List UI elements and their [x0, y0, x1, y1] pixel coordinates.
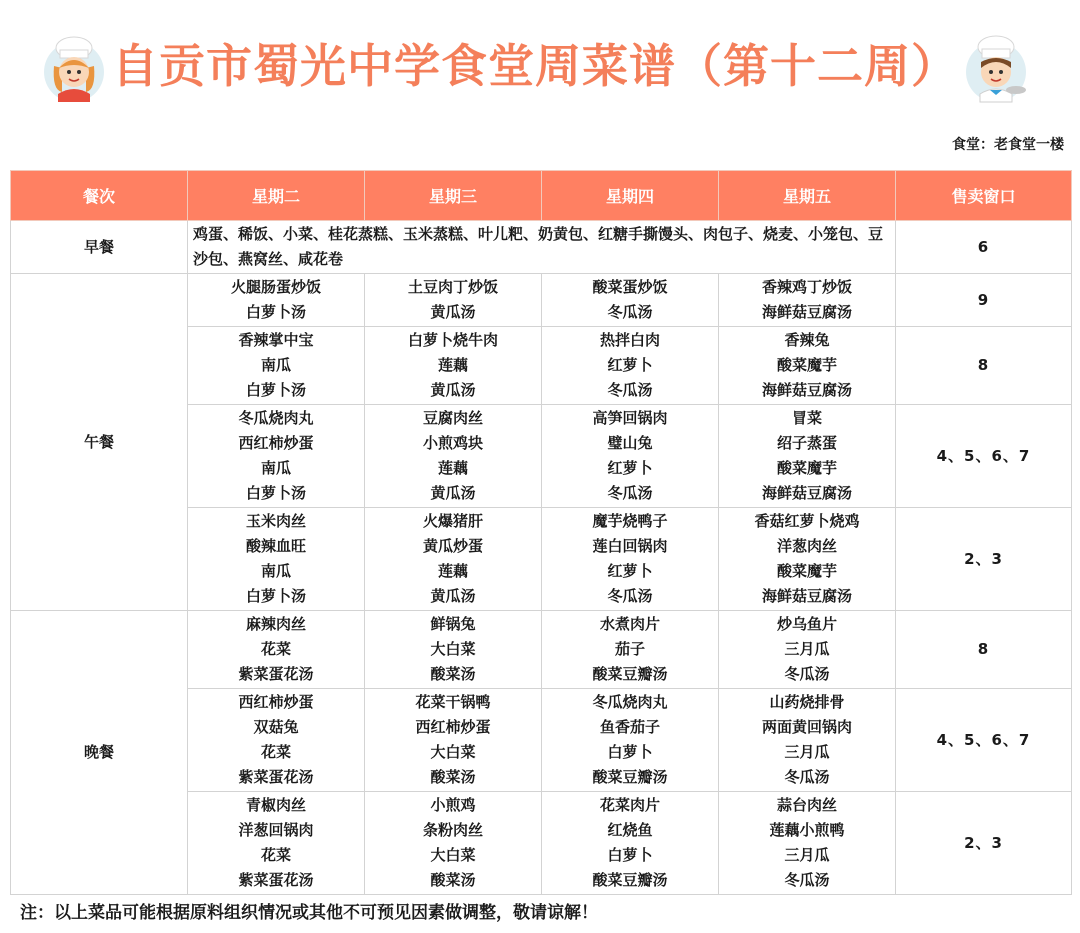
dish-item: 魔芋烧鸭子 — [592, 512, 668, 530]
dish-item: 紫菜蛋花汤 — [238, 871, 314, 889]
dish-item: 冬瓜汤 — [607, 381, 653, 399]
window-cell: 8 — [896, 611, 1072, 689]
dish-item: 黄瓜汤 — [430, 303, 476, 321]
breakfast-menu: 鸡蛋、稀饭、小菜、桂花蒸糕、玉米蒸糕、叶儿粑、奶黄包、红糖手撕馒头、肉包子、烧麦、小笼包、豆沙包、燕窝丝、咸花卷 — [188, 221, 896, 274]
dish-item: 两面黄回锅肉 — [761, 718, 852, 736]
header-window: 售卖窗口 — [896, 171, 1072, 221]
dish-item: 西红柿炒蛋 — [238, 693, 314, 711]
dish-item: 海鲜菇豆腐汤 — [761, 303, 852, 321]
dish-item: 莲藕 — [437, 459, 468, 477]
dish-item: 白萝卜汤 — [245, 381, 306, 399]
table-header-row — [11, 171, 1072, 221]
dish-item: 花菜 — [260, 640, 291, 658]
dish-item: 大白菜 — [430, 846, 476, 864]
dish-item: 香菇红萝卜烧鸡 — [754, 512, 860, 530]
dish-item: 洋葱回锅肉 — [238, 821, 314, 839]
dish-cell — [188, 792, 365, 895]
dish-cell — [365, 689, 542, 792]
dish-item: 热拌白肉 — [599, 331, 660, 349]
page-header — [0, 18, 1080, 118]
dish-cell — [365, 405, 542, 508]
dish-item: 大白菜 — [430, 640, 476, 658]
dish-item: 黄瓜汤 — [430, 381, 476, 399]
canteen-label: 食堂：老食堂一楼 — [952, 137, 1064, 153]
weekly-menu-table — [10, 170, 1072, 895]
header-thursday: 星期四 — [542, 171, 719, 221]
dish-item: 鲜锅兔 — [430, 615, 476, 633]
dish-item: 红萝卜 — [607, 562, 653, 580]
dish-cell — [365, 611, 542, 689]
dish-item: 炒乌鱼片 — [776, 615, 837, 633]
window-cell: 2、3 — [896, 792, 1072, 895]
dish-cell — [719, 274, 896, 327]
dish-item: 冬瓜汤 — [784, 871, 830, 889]
chef-boy-icon — [960, 32, 1032, 104]
dish-item: 西红柿炒蛋 — [238, 434, 314, 452]
dish-item: 酸辣血旺 — [245, 537, 306, 555]
dish-item: 红萝卜 — [607, 356, 653, 374]
dish-item: 南瓜 — [260, 459, 291, 477]
dish-cell — [719, 689, 896, 792]
window-cell: 4、5、6、7 — [896, 405, 1072, 508]
chef-girl-icon — [38, 32, 110, 104]
meal-label-breakfast: 早餐 — [11, 221, 188, 274]
dish-item: 三月瓜 — [784, 743, 830, 761]
dish-item: 冬瓜汤 — [607, 587, 653, 605]
meal-label-dinner: 晚餐 — [11, 611, 188, 895]
dish-cell — [719, 405, 896, 508]
dish-item: 条粉肉丝 — [422, 821, 483, 839]
dish-cell — [188, 611, 365, 689]
header-wednesday: 星期三 — [365, 171, 542, 221]
dish-item: 白萝卜汤 — [245, 587, 306, 605]
dish-item: 双菇兔 — [253, 718, 299, 736]
dish-item: 南瓜 — [260, 562, 291, 580]
dish-cell — [719, 508, 896, 611]
dish-item: 红萝卜 — [607, 459, 653, 477]
dish-item: 青椒肉丝 — [245, 796, 306, 814]
window-cell: 4、5、6、7 — [896, 689, 1072, 792]
dish-item: 绍子蒸蛋 — [776, 434, 837, 452]
dish-cell — [542, 611, 719, 689]
dish-item: 洋葱肉丝 — [776, 537, 837, 555]
dish-item: 酸菜汤 — [430, 768, 476, 786]
table-row — [11, 274, 1072, 327]
dish-cell — [719, 327, 896, 405]
dish-item: 花菜干锅鸭 — [415, 693, 491, 711]
dish-item: 酸菜汤 — [430, 871, 476, 889]
window-cell: 6 — [896, 221, 1072, 274]
dish-cell — [188, 274, 365, 327]
dish-item: 酸菜豆瓣汤 — [592, 871, 668, 889]
dish-item: 鱼香茄子 — [599, 718, 660, 736]
dish-item: 海鲜菇豆腐汤 — [761, 381, 852, 399]
table-row — [11, 611, 1072, 689]
dish-item: 土豆肉丁炒饭 — [407, 278, 498, 296]
window-cell: 9 — [896, 274, 1072, 327]
dish-item: 酸菜魔芋 — [776, 356, 837, 374]
dish-item: 三月瓜 — [784, 640, 830, 658]
dish-item: 三月瓜 — [784, 846, 830, 864]
window-cell: 2、3 — [896, 508, 1072, 611]
dish-item: 海鲜菇豆腐汤 — [761, 484, 852, 502]
dish-cell — [542, 327, 719, 405]
dish-item: 白萝卜 — [607, 743, 653, 761]
dish-item: 璧山兔 — [607, 434, 653, 452]
dish-item: 冬瓜汤 — [784, 665, 830, 683]
dish-item: 玉米肉丝 — [245, 512, 306, 530]
dish-item: 白萝卜烧牛肉 — [407, 331, 498, 349]
dish-item: 酸菜豆瓣汤 — [592, 768, 668, 786]
dish-item: 紫菜蛋花汤 — [238, 768, 314, 786]
page-title: 自贡市蜀光中学食堂周菜谱（第十二周） — [112, 39, 958, 93]
dish-cell — [542, 792, 719, 895]
dish-item: 红烧鱼 — [607, 821, 653, 839]
dish-item: 酸菜汤 — [430, 665, 476, 683]
header-tuesday: 星期二 — [188, 171, 365, 221]
footer-note: 注：以上菜品可能根据原料组织情况或其他不可预见因素做调整，敬请谅解！ — [20, 903, 598, 923]
meal-label-lunch: 午餐 — [11, 274, 188, 611]
dish-item: 紫菜蛋花汤 — [238, 665, 314, 683]
dish-item: 南瓜 — [260, 356, 291, 374]
dish-item: 酸菜魔芋 — [776, 562, 837, 580]
dish-item: 冬瓜汤 — [607, 484, 653, 502]
dish-item: 蒜台肉丝 — [776, 796, 837, 814]
dish-item: 白萝卜 — [607, 846, 653, 864]
header-meal: 餐次 — [11, 171, 188, 221]
window-cell: 8 — [896, 327, 1072, 405]
dish-cell — [542, 689, 719, 792]
dish-item: 西红柿炒蛋 — [415, 718, 491, 736]
dish-cell — [542, 405, 719, 508]
dish-item: 黄瓜汤 — [430, 587, 476, 605]
dish-item: 冒菜 — [791, 409, 822, 427]
dish-item: 高笋回锅肉 — [592, 409, 668, 427]
dish-cell — [188, 689, 365, 792]
dish-item: 莲藕 — [437, 562, 468, 580]
dish-item: 麻辣肉丝 — [245, 615, 306, 633]
dish-item: 莲藕 — [437, 356, 468, 374]
dish-cell — [719, 611, 896, 689]
dish-cell — [719, 792, 896, 895]
dish-item: 海鲜菇豆腐汤 — [761, 587, 852, 605]
dish-cell — [188, 327, 365, 405]
dish-item: 小煎鸡 — [430, 796, 476, 814]
dish-item: 花菜 — [260, 743, 291, 761]
dish-item: 莲白回锅肉 — [592, 537, 668, 555]
dish-item: 冬瓜烧肉丸 — [592, 693, 668, 711]
dish-item: 黄瓜炒蛋 — [422, 537, 483, 555]
dish-item: 香辣鸡丁炒饭 — [761, 278, 852, 296]
header-friday: 星期五 — [719, 171, 896, 221]
dish-item: 白萝卜汤 — [245, 303, 306, 321]
dish-item: 酸菜魔芋 — [776, 459, 837, 477]
dish-item: 酸菜豆瓣汤 — [592, 665, 668, 683]
breakfast-row — [11, 221, 1072, 274]
dish-cell — [542, 508, 719, 611]
dish-item: 火腿肠蛋炒饭 — [230, 278, 321, 296]
dish-item: 莲藕小煎鸭 — [769, 821, 845, 839]
dish-cell — [188, 405, 365, 508]
dish-cell — [365, 508, 542, 611]
dish-cell — [188, 508, 365, 611]
dish-item: 冬瓜汤 — [784, 768, 830, 786]
dish-item: 白萝卜汤 — [245, 484, 306, 502]
dish-item: 小煎鸡块 — [422, 434, 483, 452]
dish-item: 花菜肉片 — [599, 796, 660, 814]
dish-item: 豆腐肉丝 — [422, 409, 483, 427]
dish-item: 酸菜蛋炒饭 — [592, 278, 668, 296]
dish-item: 茄子 — [614, 640, 645, 658]
dish-cell — [542, 274, 719, 327]
dish-item: 冬瓜汤 — [607, 303, 653, 321]
dish-item: 大白菜 — [430, 743, 476, 761]
dish-cell — [365, 274, 542, 327]
dish-item: 花菜 — [260, 846, 291, 864]
dish-cell — [365, 327, 542, 405]
dish-item: 山药烧排骨 — [769, 693, 845, 711]
dish-item: 黄瓜汤 — [430, 484, 476, 502]
dish-item: 香辣兔 — [784, 331, 830, 349]
dish-item: 水煮肉片 — [599, 615, 660, 633]
dish-cell — [365, 792, 542, 895]
dish-item: 火爆猪肝 — [422, 512, 483, 530]
dish-item: 冬瓜烧肉丸 — [238, 409, 314, 427]
dish-item: 香辣掌中宝 — [238, 331, 314, 349]
